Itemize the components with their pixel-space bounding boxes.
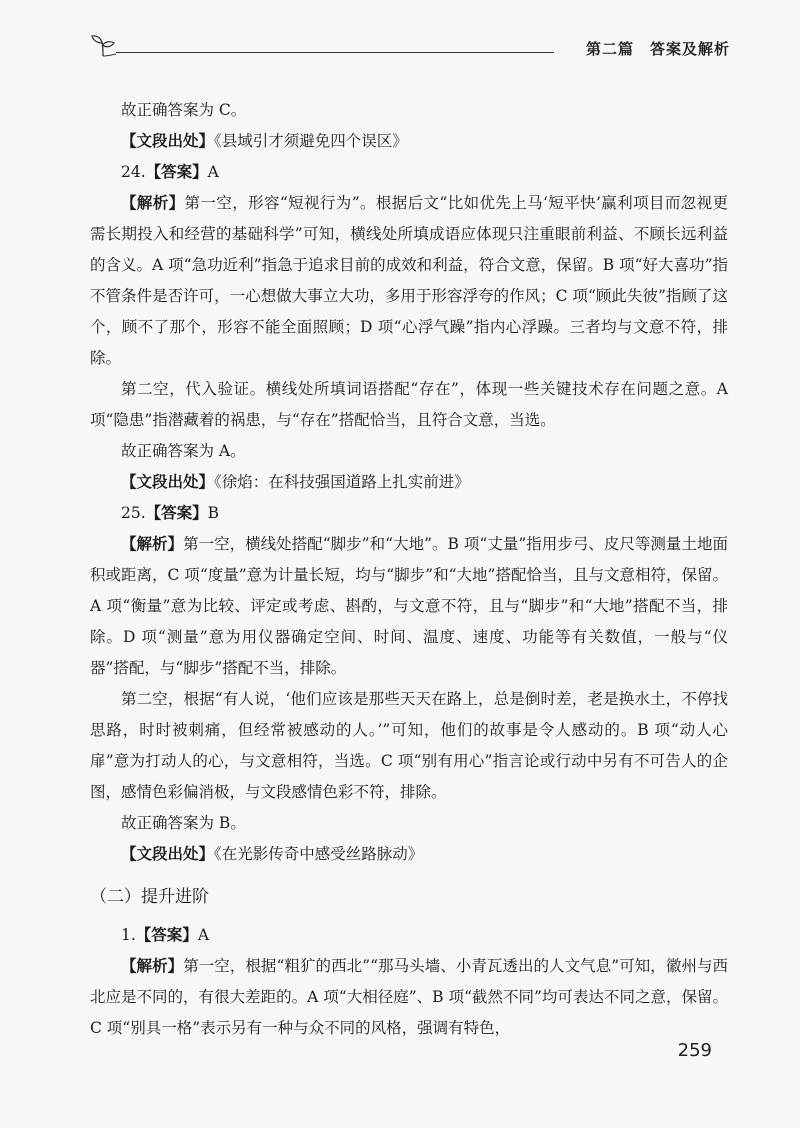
- paragraph-text: 第一空，横线处搭配“脚步”和“大地”。B 项“丈量”指用步弓、皮尺等测量土地面积或距离，C 项“度量”意为计量长短，均与“脚步”和“大地”搭配恰当，且与文意相符，保留。A 项“衡量”意为比较、评定或考虑、斟酌，与文意不符，且与“脚步”和“大地”搭配不当，排除。D 项“测量”意为用仪器确定空间、时间、温度、速度、功能等有关数值，一般与“仪器”搭配，与“脚步”搭配不当，排除。: [90, 535, 728, 677]
- answer-line: [90, 498, 728, 529]
- body-paragraph: 故正确答案为 A。: [121, 442, 246, 460]
- labeled-paragraph: [90, 529, 728, 684]
- section-label: 【解析】: [121, 957, 184, 975]
- section-label: 【文段出处】: [121, 845, 215, 863]
- question-number: 25.: [121, 504, 146, 522]
- paragraph-text: 《在光影传奇中感受丝路脉动》: [214, 845, 424, 863]
- paragraph-text: B: [207, 504, 220, 522]
- page-body: [90, 95, 728, 1044]
- labeled-paragraph: [90, 839, 728, 870]
- answer-line: [90, 157, 728, 188]
- question-number: 24.: [121, 163, 146, 181]
- section-label: 【文段出处】: [121, 473, 215, 491]
- paragraph-text: A: [197, 926, 210, 944]
- page-number: 259: [677, 1040, 712, 1061]
- paragraph-text: A: [207, 163, 219, 181]
- page-header: [90, 30, 730, 66]
- paragraph-text: 第一空，形容“短视行为”。根据后文“比如优先上马‘短平快’赢利项目而忽视更需长期投入和经营的基础科学”可知，横线处所填成语应体现只注重眼前利益、不顾长远利益的含义。A 项“急功近利”指急于追求目前的成效和利益，符合文意，保留。B 项“好大喜功”指不管条件是否许可，一心想做大事立大功，多用于形容浮夸的作风；C 项“顾此失彼”指顾了这个，顾不了那个，形容不能全面照顾；D 项“心浮气躁”指内心浮躁。三者均与文意不符，排除。: [90, 194, 728, 367]
- chapter-title: 第二篇 答案及解析: [585, 40, 730, 58]
- labeled-paragraph: [90, 951, 728, 1044]
- labeled-paragraph: [90, 188, 728, 374]
- labeled-paragraph: [90, 126, 728, 157]
- section-label: 【答案】: [145, 163, 208, 181]
- body-paragraph: 故正确答案为 C。: [121, 101, 247, 119]
- paragraph-text: 《县域引才须避免四个误区》: [214, 132, 408, 150]
- section-label: 【答案】: [145, 504, 208, 522]
- body-paragraph: 故正确答案为 B。: [121, 814, 246, 832]
- sprout-icon: [90, 32, 116, 58]
- section-label: 【解析】: [121, 535, 184, 553]
- section-label: 【答案】: [135, 926, 198, 944]
- answer-line: [90, 920, 728, 951]
- paragraph-text: 第一空，根据“粗犷的西北”“那马头墙、小青瓦透出的人文气息”可知，徽州与西北应是不同的，有很大差距的。A 项“大相径庭”、B 项“截然不同”均可表达不同之意，保留。C 项“别具一格”表示另有一种与众不同的风格，强调有特色，: [90, 957, 728, 1037]
- body-paragraph: 第二空，代入验证。横线处所填词语搭配“存在”，体现一些关键技术存在问题之意。A 项“隐患”指潜藏着的祸患，与“存在”搭配恰当，且符合文意，当选。: [90, 380, 728, 429]
- paragraph-text: 《徐焰：在科技强国道路上扎实前进》: [214, 473, 470, 491]
- section-heading: （二）提升进阶: [90, 887, 209, 907]
- section-label: 【文段出处】: [121, 132, 215, 150]
- question-number: 1.: [121, 926, 136, 944]
- header-rule: [116, 52, 554, 53]
- labeled-paragraph: [90, 467, 728, 498]
- body-paragraph: 第二空，根据“有人说，‘他们应该是那些天天在路上，总是倒时差，老是换水土，不停找思路，时时被刺痛，但经常被感动的人。’”可知，他们的故事是令人感动的。B 项“动人心扉”意为打动人的心，与文意相符，当选。C 项“别有用心”指言论或行动中另有不可告人的企图，感情色彩偏消极，与文段感情色彩不符，排除。: [90, 690, 728, 801]
- section-label: 【解析】: [121, 194, 185, 212]
